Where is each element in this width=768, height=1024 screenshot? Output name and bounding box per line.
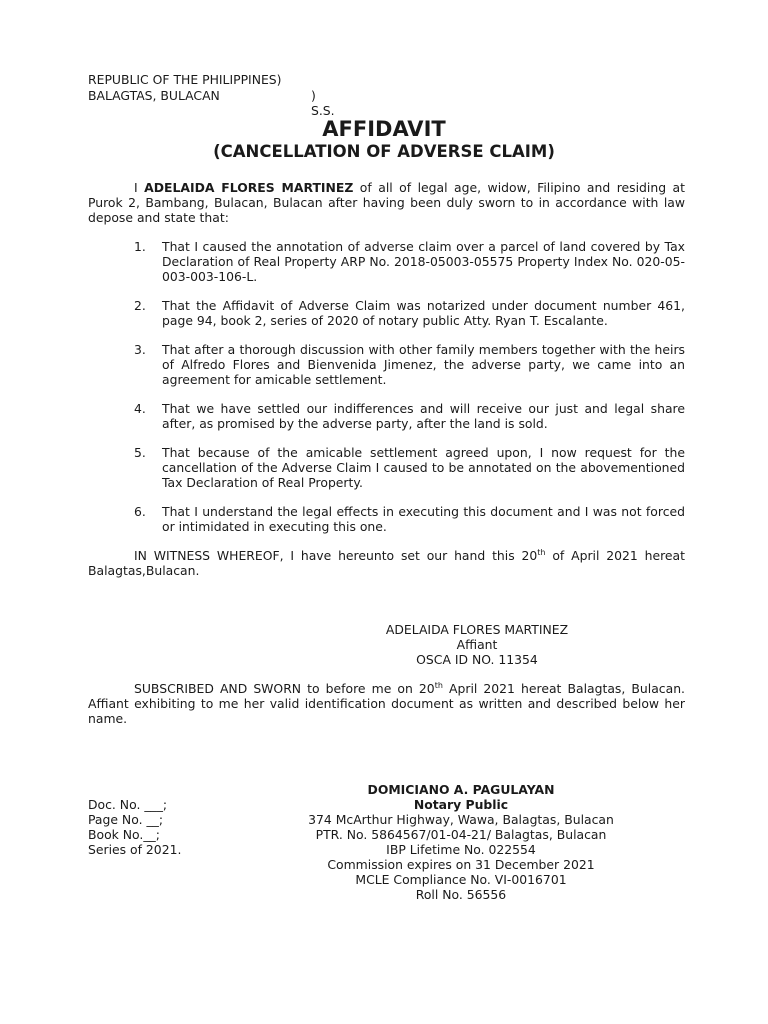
affiant-name: ADELAIDA FLORES MARTINEZ — [385, 622, 569, 637]
list-item — [134, 401, 685, 431]
venue-republic: REPUBLIC OF THE PHILIPPINES) — [88, 72, 282, 87]
list-item — [134, 445, 685, 490]
affiant-id: OSCA ID NO. 11354 — [416, 652, 538, 667]
notary-address: 374 McArthur Highway, Wawa, Balagtas, Bulacan — [308, 812, 614, 827]
venue-ss: ) S.S. — [311, 88, 335, 118]
item-number: 4. — [134, 401, 146, 416]
notary-ptr: PTR. No. 5864567/01-04-21/ Balagtas, Bulacan — [315, 827, 607, 842]
list-item — [134, 239, 685, 284]
item-number: 2. — [134, 298, 146, 313]
item-text: That the Affidavit of Adverse Claim was notarized under document number 461, page 94, book 2, series of 2020 of notary public Atty. Ryan T. Escalante. — [162, 298, 685, 328]
item-text: That I caused the annotation of adverse claim over a parcel of land covered by Tax Declaration of Real Property ARP No. 2018-05003-05575 Property Index No. 020-05-003-003-106-L. — [162, 239, 685, 284]
witness-paragraph: IN WITNESS WHEREOF, I have hereunto set our hand this 20th of April 2021 hereat Balagtas,Bulacan. — [88, 548, 685, 578]
item-text: That I understand the legal effects in executing this document and I was not forced or intimidated in executing this one. — [162, 504, 685, 534]
list-item — [134, 504, 685, 534]
intro-paragraph: I ADELAIDA FLORES MARTINEZ of all of legal age, widow, Filipino and residing at Purok 2, Bambang, Bulacan, Bulacan after having been duly sworn to in accordance with law depose and state that: — [88, 180, 685, 225]
document-title: AFFIDAVIT — [322, 117, 446, 141]
list-item — [134, 298, 685, 328]
document-subtitle: (CANCELLATION OF ADVERSE CLAIM) — [213, 142, 555, 161]
notary-mcle: MCLE Compliance No. VI-0016701 — [355, 872, 567, 887]
affiant-role: Affiant — [456, 637, 498, 652]
notary-commission: Commission expires on 31 December 2021 — [327, 857, 595, 872]
item-text: That after a thorough discussion with other family members together with the heirs of Alfredo Flores and Bienvenida Jimenez, the adverse party, we came into an agreement for amicable settlement. — [162, 342, 685, 387]
item-number: 6. — [134, 504, 146, 519]
doc-reference-list — [88, 797, 181, 857]
jurat-paragraph: SUBSCRIBED AND SWORN to before me on 20th April 2021 hereat Balagtas, Bulacan. Affiant exhibiting to me her valid identification document as written and described below her name. — [88, 681, 685, 726]
affiant-name-inline: ADELAIDA FLORES MARTINEZ — [144, 180, 354, 195]
item-text: That we have settled our indifferences and will receive our just and legal share after, as promised by the adverse party, after the land is sold. — [162, 401, 685, 431]
affiant-signature-block — [317, 622, 637, 667]
notary-name: DOMICIANO A. PAGULAYAN — [367, 782, 555, 797]
notary-title: Notary Public — [413, 797, 509, 812]
list-item — [134, 342, 685, 387]
notary-roll: Roll No. 56556 — [415, 887, 507, 902]
item-number: 1. — [134, 239, 146, 254]
venue-block — [88, 72, 335, 118]
book-number: Book No.__; — [88, 827, 160, 842]
item-number: 5. — [134, 445, 146, 460]
venue-province: BALAGTAS, BULACAN — [88, 88, 220, 103]
item-text: That because of the amicable settlement agreed upon, I now request for the cancellation of the Adverse Claim I caused to be annotated on the abovementioned Tax Declaration of Real Property. — [162, 445, 685, 490]
notary-block — [281, 782, 641, 902]
series-year: Series of 2021. — [88, 842, 182, 857]
notary-ibp: IBP Lifetime No. 022554 — [386, 842, 536, 857]
doc-number: Doc. No. ___; — [88, 797, 168, 812]
item-number: 3. — [134, 342, 146, 357]
page-number: Page No. __; — [88, 812, 164, 827]
